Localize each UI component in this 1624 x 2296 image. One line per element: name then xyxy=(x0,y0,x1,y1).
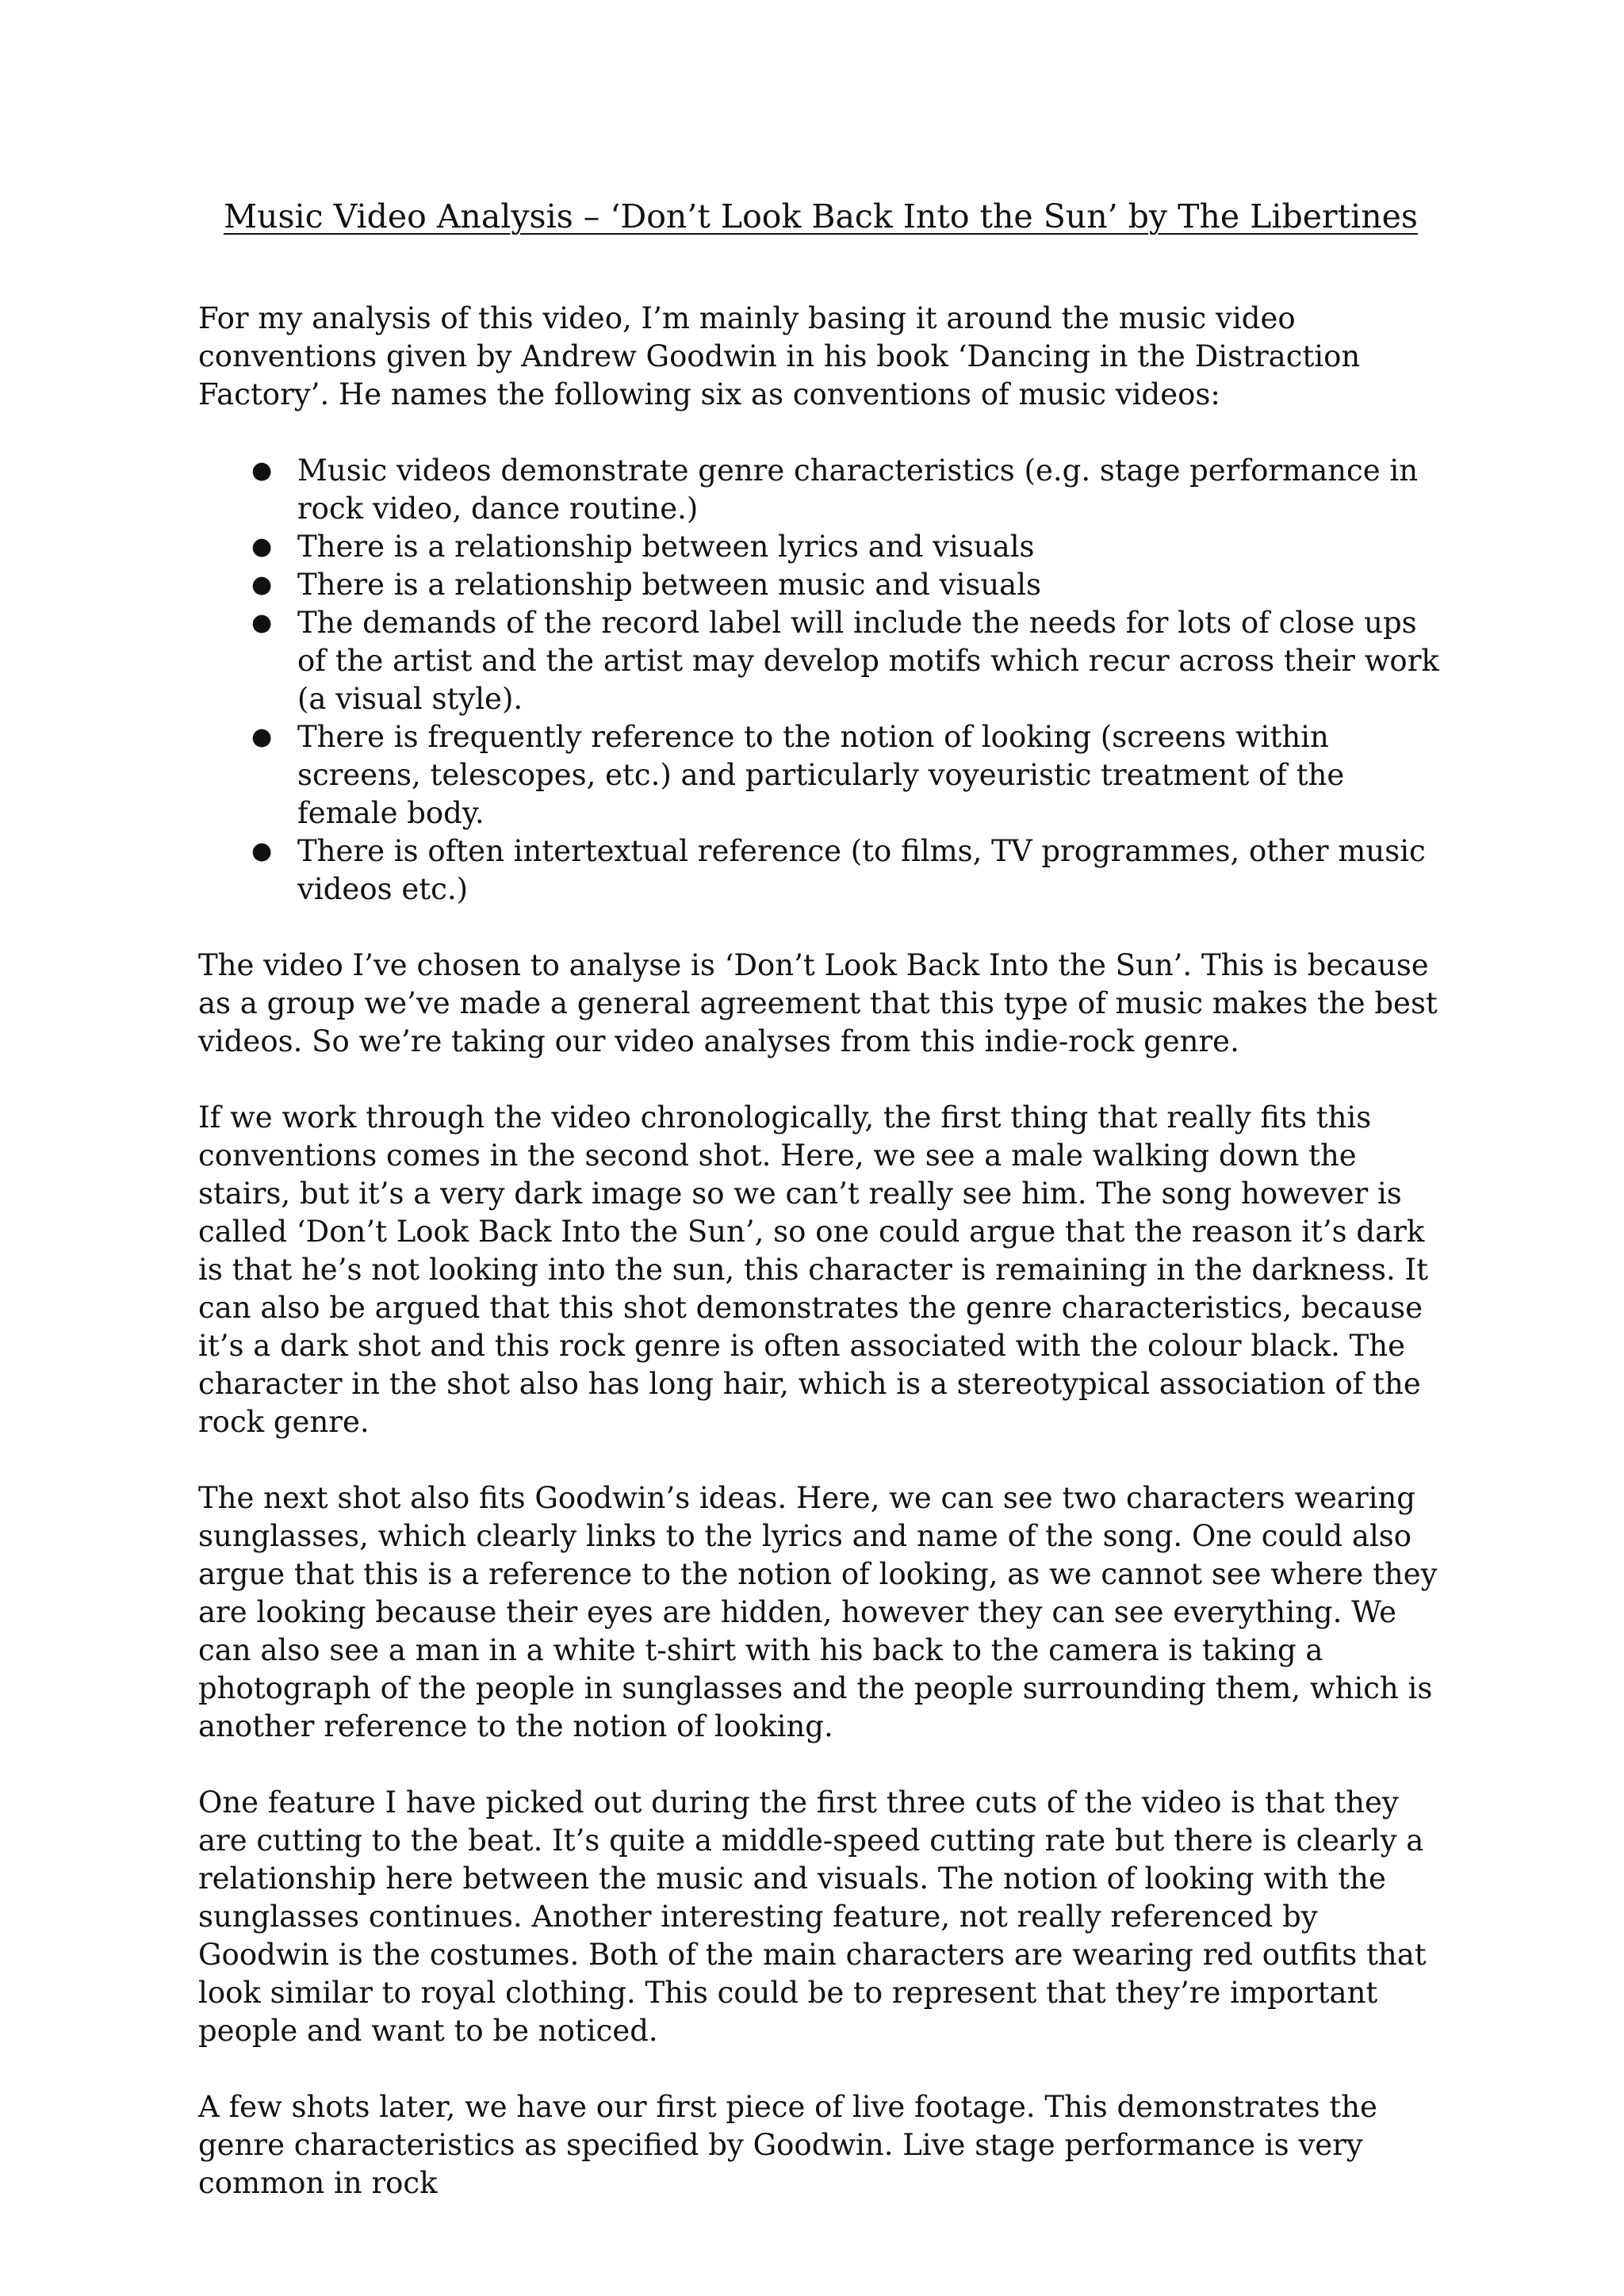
body-paragraph-video-choice: The video I’ve chosen to analyse is ‘Don’t Look Back Into the Sun’. This is because as a group we’ve made a general agreement that this type of music makes the best videos. So we’re taking our video analyses from this indie-rock genre. xyxy=(198,948,1438,1058)
list-item xyxy=(251,452,1443,528)
list-item xyxy=(251,604,1443,718)
list-item-text: The demands of the record label will include the needs for lots of close ups of the artist and the artist may develop motifs which recur across their work (a visual style). xyxy=(297,606,1439,716)
body-paragraph-first-cuts: One feature I have picked out during the first three cuts of the video is that they are cutting to the beat. It’s quite a middle-speed cutting rate but there is clearly a relationship here between the music and visuals. The notion of looking with the sunglasses continues. Another interesting feature, not really referenced by Goodwin is the costumes. Both of the main characters are wearing red outfits that look similar to royal clothing. This could be to represent that they’re important people and want to be noticed. xyxy=(198,1785,1427,2048)
list-item-text: There is a relationship between music and visuals xyxy=(297,568,1042,602)
document-body xyxy=(198,195,1443,2241)
list-item xyxy=(251,528,1443,566)
list-item xyxy=(251,718,1443,832)
bullet-icon: ● xyxy=(251,723,273,751)
bullet-icon: ● xyxy=(251,609,273,637)
list-item-text: There is frequently reference to the notion of looking (screens within screens, telescopes, etc.) and particularly voyeuristic treatment of the female body. xyxy=(297,720,1345,830)
bullet-icon: ● xyxy=(251,571,273,599)
bullet-icon: ● xyxy=(251,837,273,865)
document-title: Music Video Analysis – ‘Don’t Look Back Into the Sun’ by The Libertines xyxy=(224,197,1418,235)
bullet-icon: ● xyxy=(251,533,273,561)
list-item-text: There is often intertextual reference (to films, TV programmes, other music videos etc.) xyxy=(297,834,1426,906)
body-paragraph-next-shot: The next shot also fits Goodwin’s ideas. Here, we can see two characters wearing sunglasses, which clearly links to the lyrics and name of the song. One could also argue that this is a reference to the notion of looking, as we cannot see where they are looking because their eyes are hidden, however they can see everything. We can also see a man in a white t-shirt with his back to the camera is taking a photograph of the people in sunglasses and the people surrounding them, which is another reference to the notion of looking. xyxy=(198,1481,1438,1743)
list-item-text: There is a relationship between lyrics and visuals xyxy=(297,530,1035,564)
conventions-list xyxy=(198,452,1443,909)
list-item-text: Music videos demonstrate genre characteristics (e.g. stage performance in rock video, dance routine.) xyxy=(297,453,1419,526)
list-item xyxy=(251,832,1443,909)
intro-paragraph: For my analysis of this video, I’m mainly basing it around the music video conventions given by Andrew Goodwin in his book ‘Dancing in the Distraction Factory’. He names the following six as conventions of music videos: xyxy=(198,301,1361,411)
list-item xyxy=(251,566,1443,604)
bullet-icon: ● xyxy=(251,457,273,484)
body-paragraph-live-footage: A few shots later, we have our first piece of live footage. This demonstrates the genre characteristics as specified by Goodwin. Live stage performance is very common in rock xyxy=(198,2090,1377,2200)
body-paragraph-second-shot: If we work through the video chronologically, the first thing that really fits this conventions comes in the second shot. Here, we see a male walking down the stairs, but it’s a very dark image so we can’t really see him. The song however is called ‘Don’t Look Back Into the Sun’, so one could argue that the reason it’s dark is that he’s not looking into the sun, this character is remaining in the darkness. It can also be argued that this shot demonstrates the genre characteristics, because it’s a dark shot and this rock genre is often associated with the colour black. The character in the shot also has long hair, which is a stereotypical association of the rock genre. xyxy=(198,1100,1428,1439)
